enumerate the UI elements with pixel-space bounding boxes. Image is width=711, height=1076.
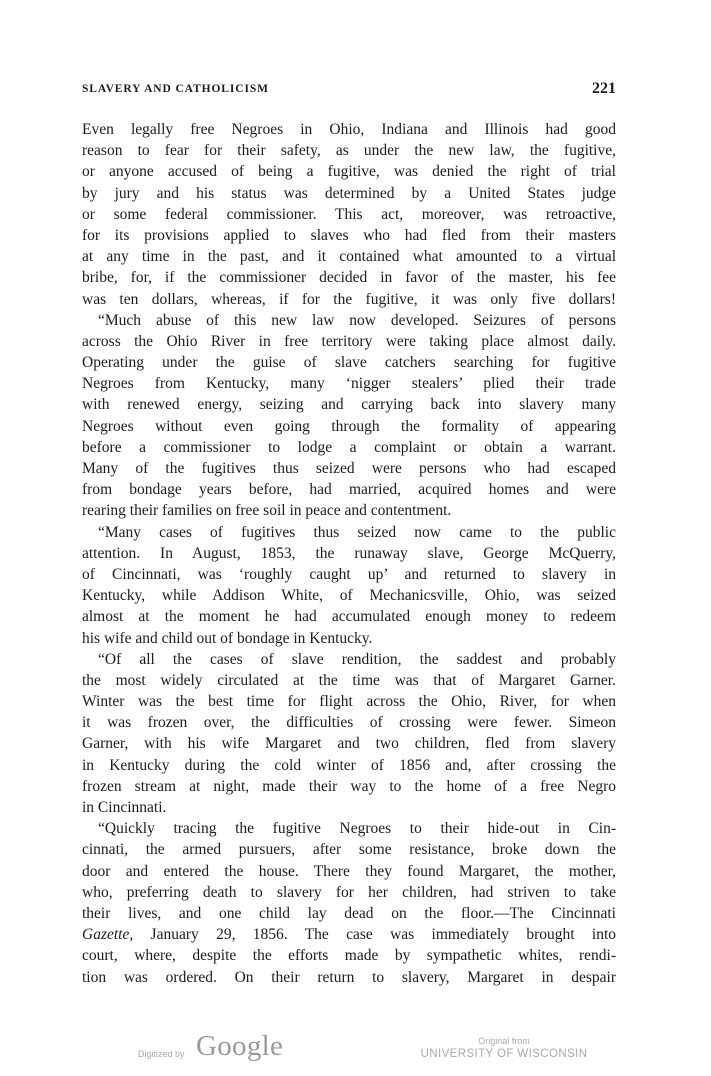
paragraph: [82, 310, 616, 522]
text-line: Operating under the guise of slave catchers searching for fugitive: [82, 354, 616, 372]
text-line: at any time in the past, and it contained what amounted to a virtual: [82, 248, 616, 266]
text-line: frozen stream at night, made their way to the home of a free Negro: [82, 777, 616, 795]
source-watermark: [414, 1036, 594, 1068]
text-line: court, where, despite the efforts made by sympathetic whites, rendi-: [82, 947, 616, 965]
text-line: door and entered the house. There they found Margaret, the mother,: [82, 862, 616, 880]
text-line-rest: January 29, 1856. The case was immediately brought into: [133, 926, 616, 944]
text-line: “Of all the cases of slave rendition, the saddest and probably: [98, 650, 616, 668]
text-line: who, preferring death to slavery for her children, had striven to take: [82, 883, 616, 901]
text-line: from bondage years before, had married, acquired homes and were: [82, 481, 616, 499]
body-text: [82, 119, 616, 988]
text-line: almost at the moment he had accumulated enough money to redeem: [82, 608, 616, 626]
text-line: Many of the fugitives thus seized were persons who had escaped: [82, 460, 616, 477]
text-line: “Quickly tracing the fugitive Negroes to their hide-out in Cin-: [98, 820, 616, 838]
paragraph: [82, 522, 616, 649]
text-line: reason to fear for their safety, as under the new law, the fugitive,: [82, 142, 616, 160]
text-line: was ten dollars, whereas, if for the fugitive, it was only five dollars!: [82, 290, 616, 308]
running-title: SLAVERY AND CATHOLICISM: [82, 83, 269, 95]
text-line: their lives, and one child lay dead on the floor.—The Cincinnati: [82, 904, 616, 922]
text-line: Negroes without even going through the formality of appearing: [82, 417, 616, 435]
text-line: before a commissioner to lodge a complaint or obtain a warrant.: [82, 438, 616, 456]
text-line: Kentucky, while Addison White, of Mechanicsville, Ohio, was seized: [82, 587, 616, 605]
text-line: or anyone accused of being a fugitive, was denied the right of trial: [82, 163, 616, 181]
digitized-by-watermark: [138, 1028, 298, 1068]
paragraph: [82, 649, 616, 819]
text-line: for its provisions applied to slaves who had fled from their masters: [82, 226, 616, 244]
text-line: Winter was the best time for flight across the Ohio, River, for when: [82, 693, 616, 711]
google-logo: Google: [196, 1030, 284, 1062]
text-line: attention. In August, 1853, the runaway slave, George McQuerry,: [82, 544, 616, 562]
source-library-label: UNIVERSITY OF WISCONSIN: [420, 1048, 588, 1060]
paragraph: [82, 119, 616, 310]
text-line: by jury and his status was determined by a United States judge: [82, 184, 616, 202]
text-line: tion was ordered. On their return to slavery, Margaret in despair: [82, 968, 616, 986]
text-line: or some federal commissioner. This act, moreover, was retroactive,: [82, 205, 616, 223]
text-line: Garner, with his wife Margaret and two children, fled from slavery: [82, 735, 616, 753]
text-line-with-italic: [82, 924, 616, 945]
original-from-label: Original from: [478, 1036, 530, 1046]
text-line: cinnati, the armed pursuers, after some resistance, broke down the: [82, 841, 616, 859]
text-line: it was frozen over, the difficulties of crossing were fewer. Simeon: [82, 714, 616, 732]
text-line: of Cincinnati, was ‘roughly caught up’ and returned to slavery in: [82, 565, 616, 583]
text-line: across the Ohio River in free territory were taking place almost daily.: [82, 332, 616, 350]
text-line: “Much abuse of this new law now developed. Seizures of persons: [98, 311, 616, 329]
italic-publication-title: Gazette,: [82, 926, 134, 944]
text-line: in Kentucky during the cold winter of 1856 and, after crossing the: [82, 756, 616, 774]
text-line: in Cincinnati.: [82, 799, 167, 816]
text-line: “Many cases of fugitives thus seized now came to the public: [98, 523, 616, 541]
page-number: 221: [592, 80, 616, 97]
text-line: the most widely circulated at the time was that of Margaret Garner.: [82, 671, 616, 689]
text-line: Negroes from Kentucky, many ‘nigger stealers’ plied their trade: [82, 375, 616, 393]
paragraph: [82, 818, 616, 988]
running-head: [82, 80, 616, 100]
text-line: rearing their families on free soil in peace and contentment.: [82, 502, 452, 520]
text-line: his wife and child out of bondage in Kentucky.: [82, 629, 373, 647]
text-line: with renewed energy, seizing and carrying back into slavery many: [82, 396, 616, 414]
text-line: Even legally free Negroes in Ohio, Indiana and Illinois had good: [82, 121, 616, 138]
digitized-by-label: Digitized by: [138, 1049, 185, 1059]
text-line: bribe, for, if the commissioner decided in favor of the master, his fee: [82, 269, 616, 287]
